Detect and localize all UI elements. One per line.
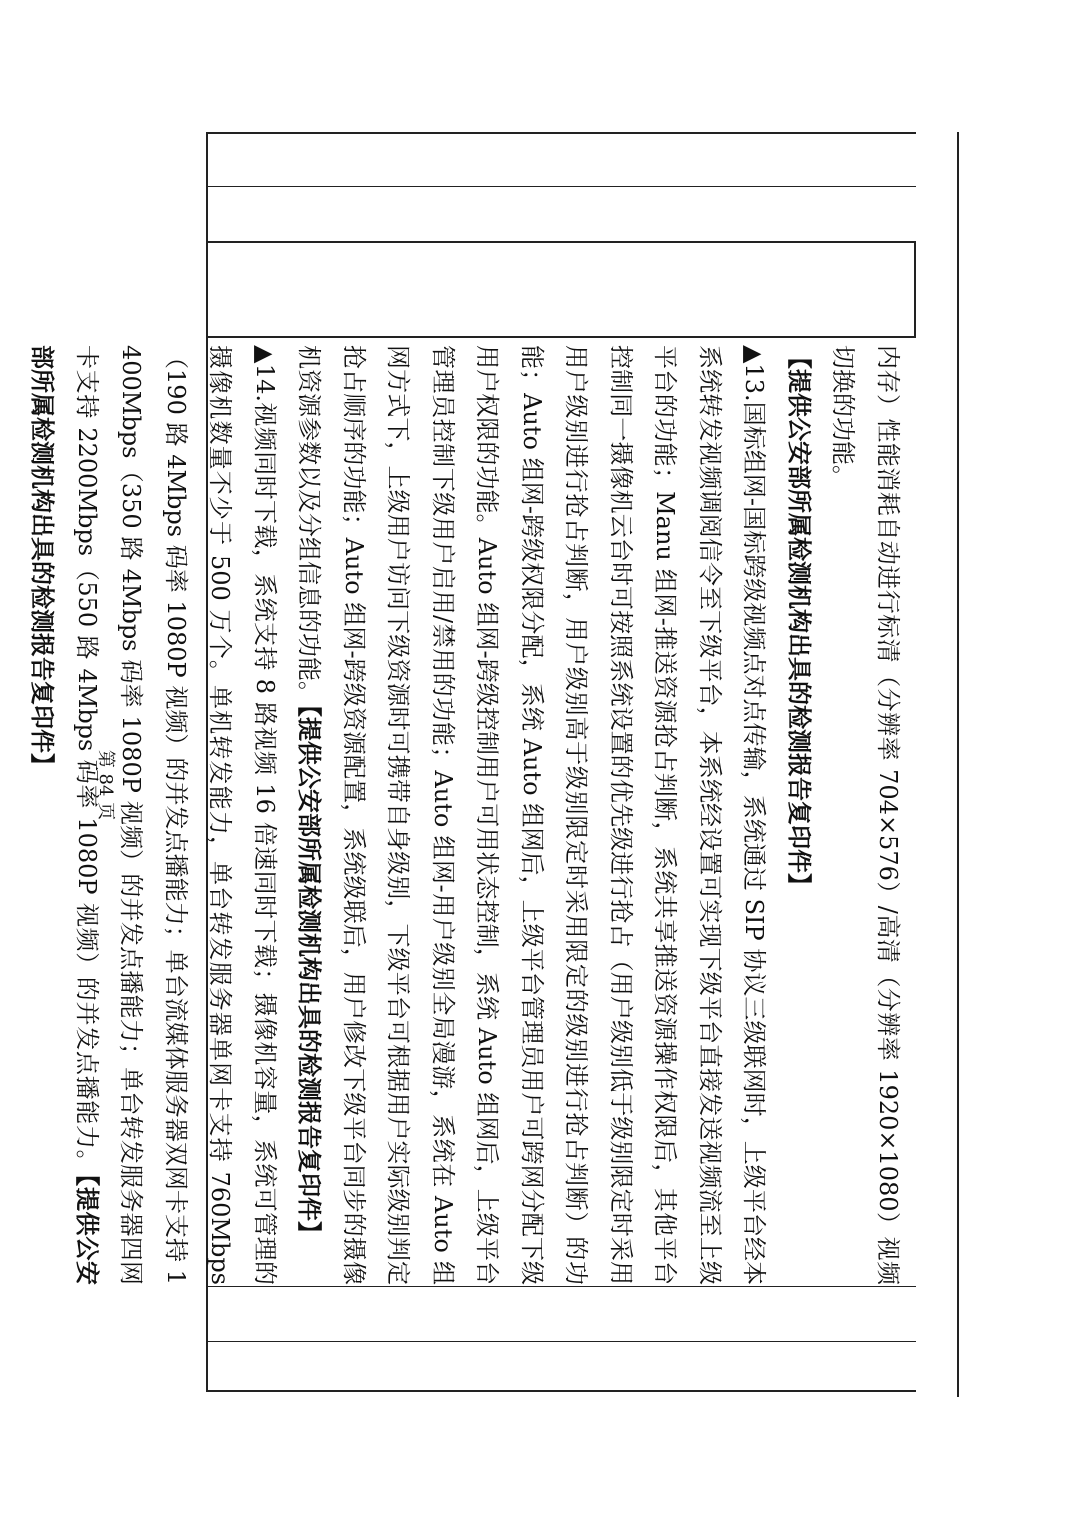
table-divider-5 [206, 1341, 916, 1342]
continuation-text [821, 345, 910, 1285]
table-border-right [957, 132, 959, 1397]
table-divider-2 [206, 241, 916, 243]
item-14-text: ▲14.视频同时下载，系统支持 8 路视频 16 倍速同时下载；摄像机容量，系统可管理的摄像机数量不少于 500 万个。单机转发能力，单台转发服务器单网卡支持 760Mbps（190 路 4Mbps 码率 1080P 视频）的并发点播能力；单台流媒体服务器双网卡支持 1400Mbps（350 路 4Mbps 码率 1080P 视频）的并发点播能力；单台转发服务器四网卡支持 2200Mbps（550 路 4Mbps 码率 1080P 视频）的并发点播能力。 [73, 345, 279, 1285]
item-13-text: ▲13.国标组网-国标跨级视频点对点传输，系统通过 SIP 协议三级联网时，上级平台经本系统转发视频调阅信令至下级平台，本系统经设置可实现下级平台直接发送视频流至上级平台的功能；Manu 组网-推送资源抢占判断，系统共享推送资源操作权限后，其他平台控制同一摄像机云台时可按照系统设置的优先级进行抢占（用户级别低于级别限定时采用用户级别进行抢占判断，用户级别高于级别限定时采用限定的级别进行抢占判断）的功能；Auto 组网-跨级权限分配，系统 Auto 组网后，上级平台管理员用户可跨网分配下级用户权限的功能。Auto 组网-跨级控制用户可用状态控制，系统 Auto 组网后，上级平台管理员控制下级用户启用/禁用的功能；Auto 组网-用户级别全局漫游，系统在 Auto 组网方式下，上级用户访问下级资源时可携带自身级别，下级平台可根据用户实际级别判定抢占顺序的功能；Auto 组网-跨级资源配置，系统级联后，用户修改下级平台同步的摄像机资源参数以及分组信息的功能。 [295, 345, 769, 1285]
certificate-note-3: 【提供公安部所属检测机构出具的检测报告复印件】 [28, 345, 101, 1286]
table-divider-3 [206, 336, 916, 338]
page-number: 第 84 页 [95, 749, 116, 821]
table-border-bottom [206, 1390, 916, 1392]
certificate-note-1 [777, 345, 822, 1285]
continuation-line: 内存）性能消耗自动进行标清（分辨率 704×576）/高清（分辨率 1920×1080）视频切换的功能。 [829, 345, 902, 1285]
page-footer [75, 740, 135, 830]
table-inner-right [914, 241, 916, 338]
item-13-paragraph [287, 345, 777, 1285]
table-divider-4 [206, 1286, 916, 1287]
item-14-paragraph [20, 345, 287, 1285]
certificate-note-2: 【提供公安部所属检测机构出具的检测报告复印件】 [295, 705, 324, 1245]
table-divider-1 [206, 186, 916, 187]
table-border-top [206, 132, 916, 134]
certificate-note-text: 【提供公安部所属检测机构出具的检测报告复印件】 [785, 345, 813, 897]
